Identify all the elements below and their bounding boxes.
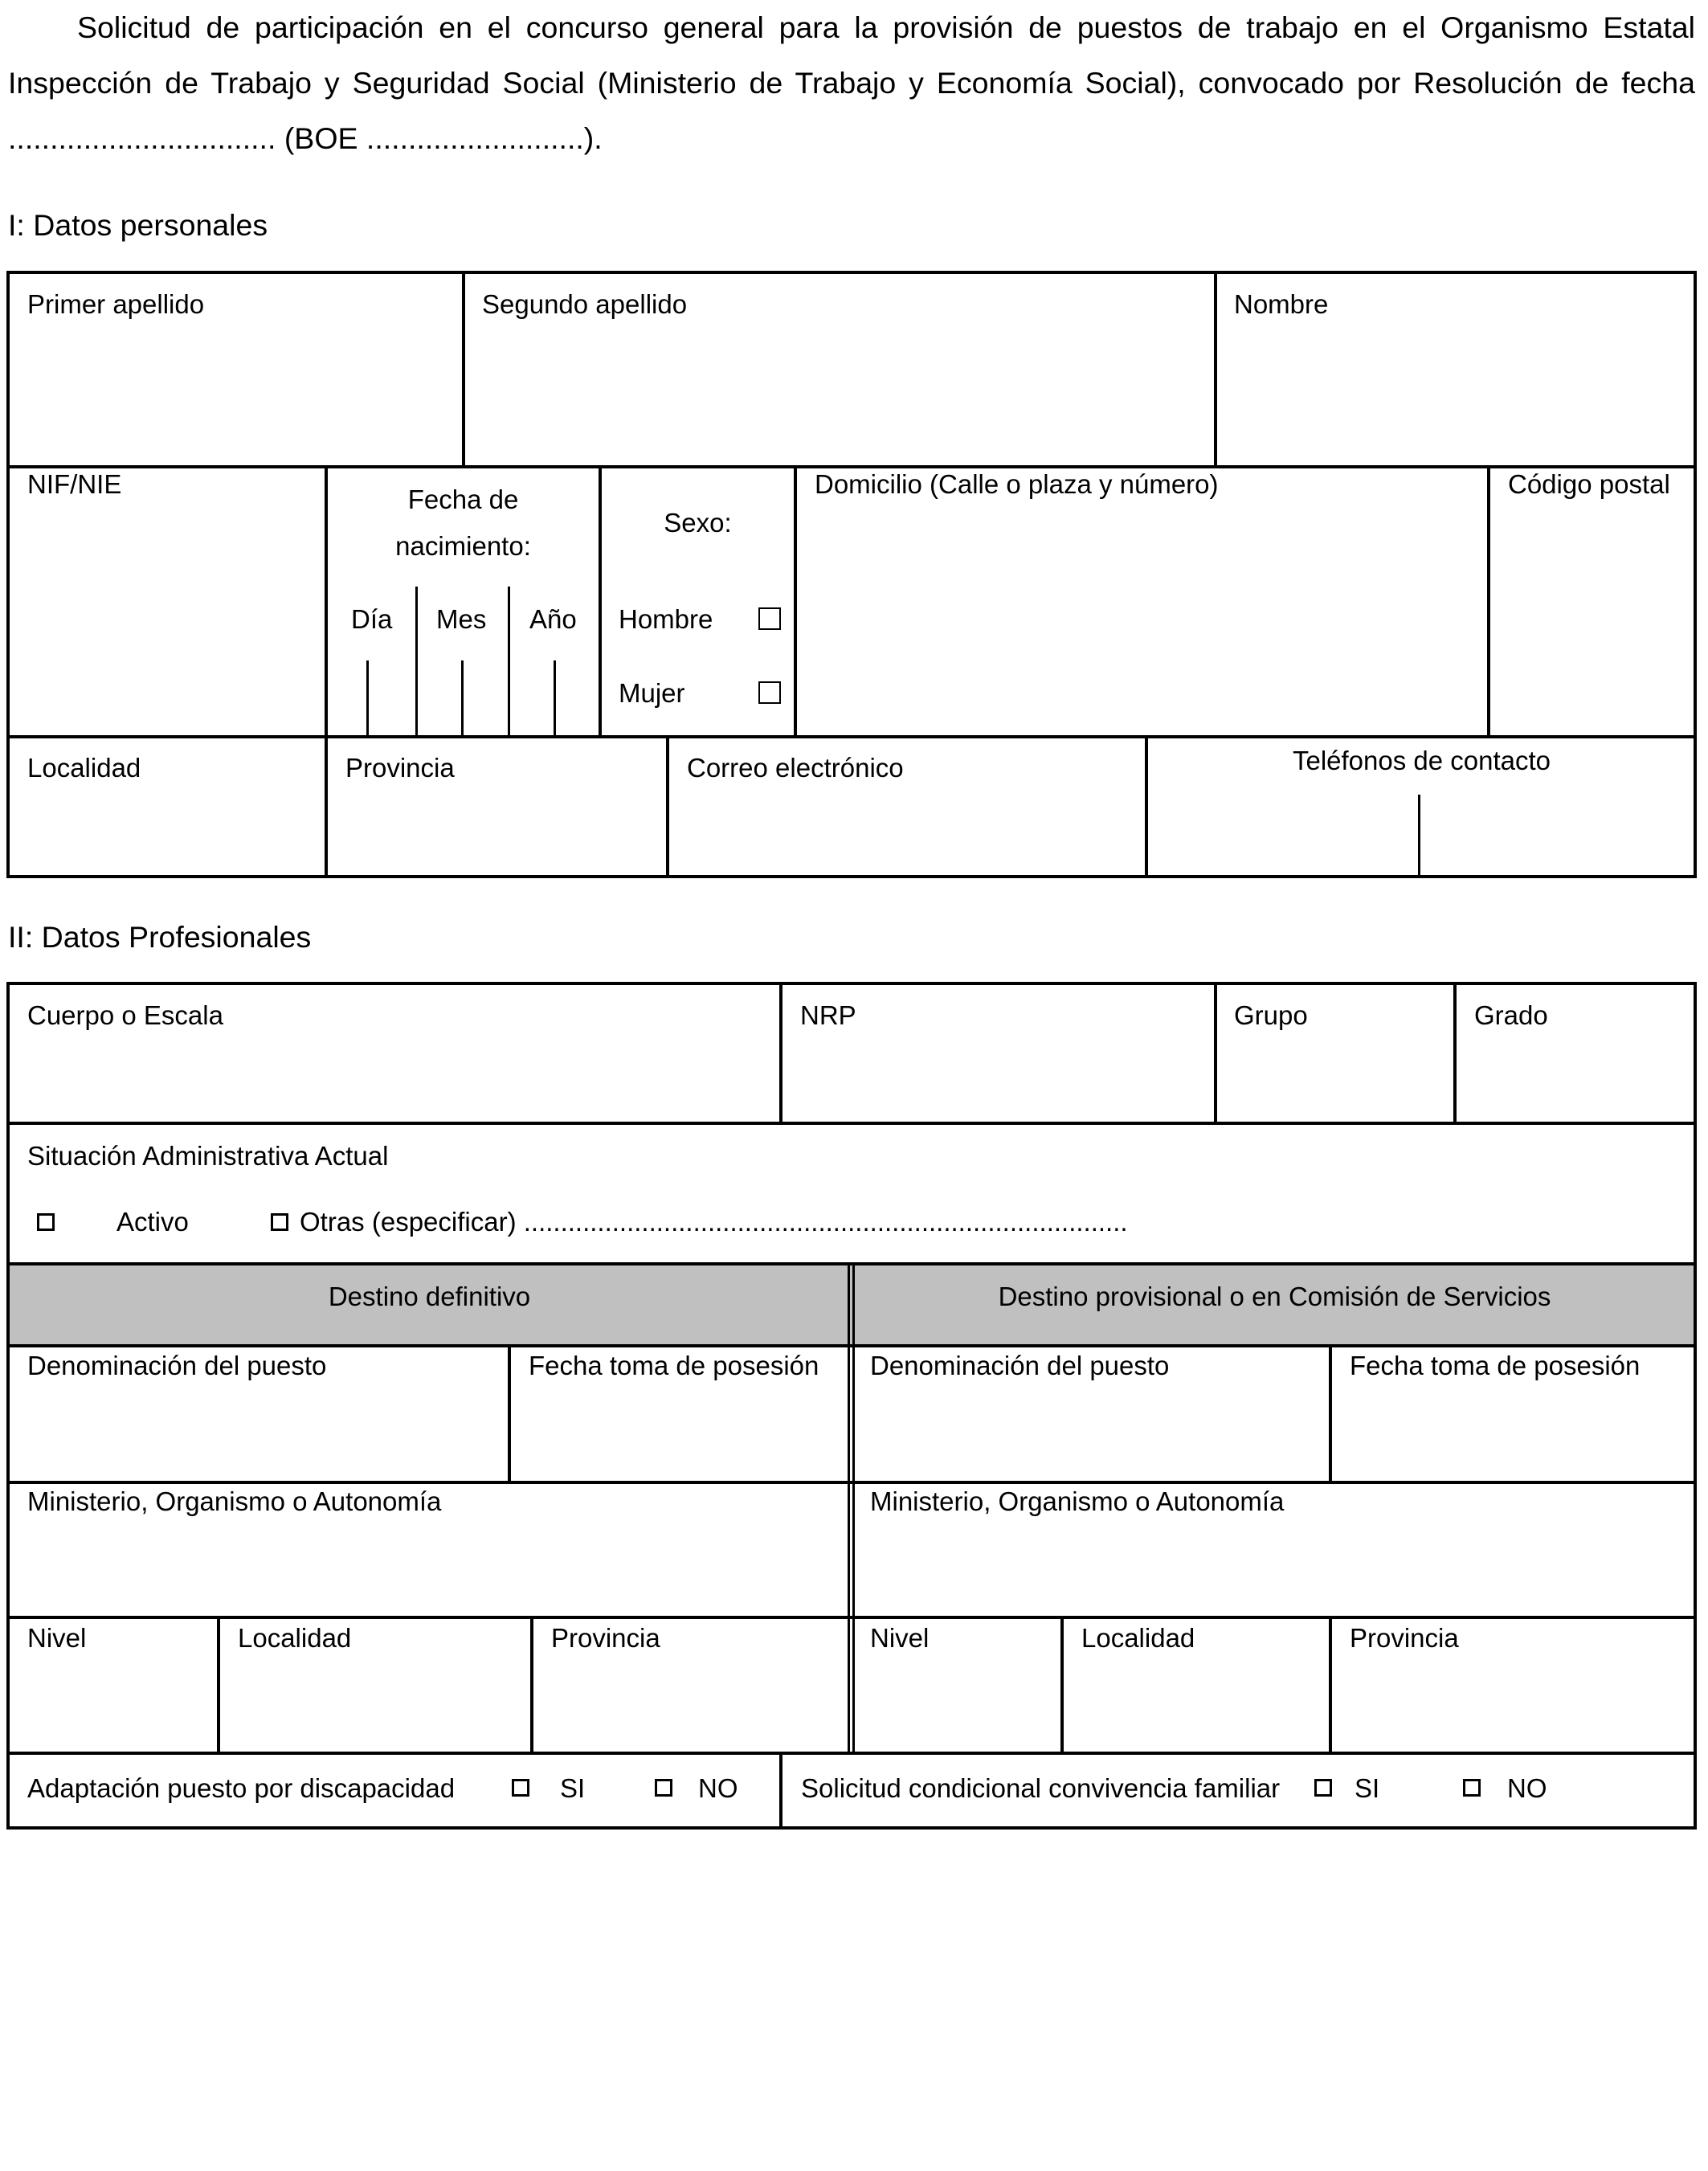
- intro-paragraph: Solicitud de participación en el concurso general para la provisión de puestos de trabajo en el Organismo Estatal Inspección de Trabajo y Seguridad Social (Ministerio de Trabajo y Economía Social), convocado por Resolución de fecha ................................ (BOE ..........................).: [8, 10, 1695, 155]
- activo-label: Activo: [116, 1207, 189, 1237]
- section-title-profesional: II: Datos Profesionales: [8, 920, 312, 954]
- nivel-prov-field[interactable]: Nivel: [870, 1623, 930, 1653]
- condicional-no-label: NO: [1507, 1773, 1547, 1803]
- localidad-def-field[interactable]: Localidad: [238, 1623, 352, 1653]
- adaptacion-no-label: NO: [698, 1773, 738, 1803]
- cuerpo-escala-field[interactable]: Cuerpo o Escala: [27, 1000, 223, 1030]
- segundo-apellido-field[interactable]: Segundo apellido: [482, 289, 688, 319]
- denominacion-def-field[interactable]: Denominación del puesto: [27, 1351, 327, 1380]
- adaptacion-label: Adaptación puesto por discapacidad: [27, 1773, 456, 1803]
- condicional-label: Solicitud condicional convivencia familiar: [801, 1773, 1281, 1803]
- section-title-personal: I: Datos personales: [8, 208, 268, 242]
- destino-provisional-header: Destino provisional o en Comisión de Servicios: [998, 1282, 1551, 1311]
- nombre-field[interactable]: Nombre: [1234, 289, 1329, 319]
- mujer-label: Mujer: [619, 678, 685, 708]
- primer-apellido-field[interactable]: Primer apellido: [27, 289, 205, 319]
- telefonos-field[interactable]: Teléfonos de contacto: [1292, 746, 1551, 775]
- otras-checkbox[interactable]: [271, 1213, 288, 1231]
- destino-definitivo-header: Destino definitivo: [328, 1282, 531, 1311]
- activo-checkbox[interactable]: [37, 1213, 55, 1231]
- codigo-postal-field[interactable]: Código postal: [1508, 469, 1670, 499]
- domicilio-field[interactable]: Domicilio (Calle o plaza y número): [815, 469, 1219, 499]
- fecha-nacimiento-label-2: nacimiento:: [395, 531, 531, 561]
- grupo-field[interactable]: Grupo: [1234, 1000, 1308, 1030]
- condicional-no-checkbox[interactable]: [1463, 1779, 1481, 1797]
- nif-nie-field[interactable]: NIF/NIE: [27, 469, 122, 499]
- otras-field[interactable]: Otras (especificar) ..................................................................................: [300, 1207, 1128, 1237]
- grado-field[interactable]: Grado: [1474, 1000, 1548, 1030]
- hombre-label: Hombre: [619, 604, 713, 634]
- adaptacion-no-checkbox[interactable]: [655, 1779, 672, 1797]
- dia-field[interactable]: Día: [351, 604, 393, 634]
- hombre-checkbox[interactable]: [758, 607, 781, 630]
- mes-field[interactable]: Mes: [436, 604, 487, 634]
- denominacion-prov-field[interactable]: Denominación del puesto: [870, 1351, 1170, 1380]
- condicional-si-checkbox[interactable]: [1314, 1779, 1332, 1797]
- localidad-prov-field[interactable]: Localidad: [1081, 1623, 1195, 1653]
- nivel-def-field[interactable]: Nivel: [27, 1623, 87, 1653]
- fecha-nacimiento-label: Fecha de: [407, 484, 519, 514]
- ministerio-prov-field[interactable]: Ministerio, Organismo o Autonomía: [870, 1486, 1285, 1516]
- anio-field[interactable]: Año: [529, 604, 577, 634]
- nrp-field[interactable]: NRP: [800, 1000, 856, 1030]
- situacion-label: Situación Administrativa Actual: [27, 1141, 389, 1171]
- condicional-si-label: SI: [1355, 1773, 1380, 1803]
- provincia-field[interactable]: Provincia: [345, 753, 455, 783]
- provincia-prov-field[interactable]: Provincia: [1350, 1623, 1459, 1653]
- adaptacion-si-label: SI: [560, 1773, 586, 1803]
- adaptacion-si-checkbox[interactable]: [512, 1779, 529, 1797]
- sexo-label: Sexo:: [664, 508, 732, 538]
- fecha-toma-def-field[interactable]: Fecha toma de posesión: [529, 1351, 819, 1380]
- fecha-toma-prov-field[interactable]: Fecha toma de posesión: [1350, 1351, 1641, 1380]
- correo-field[interactable]: Correo electrónico: [687, 753, 904, 783]
- mujer-checkbox[interactable]: [758, 681, 781, 704]
- ministerio-def-field[interactable]: Ministerio, Organismo o Autonomía: [27, 1486, 442, 1516]
- localidad-field[interactable]: Localidad: [27, 753, 141, 783]
- provincia-def-field[interactable]: Provincia: [551, 1623, 660, 1653]
